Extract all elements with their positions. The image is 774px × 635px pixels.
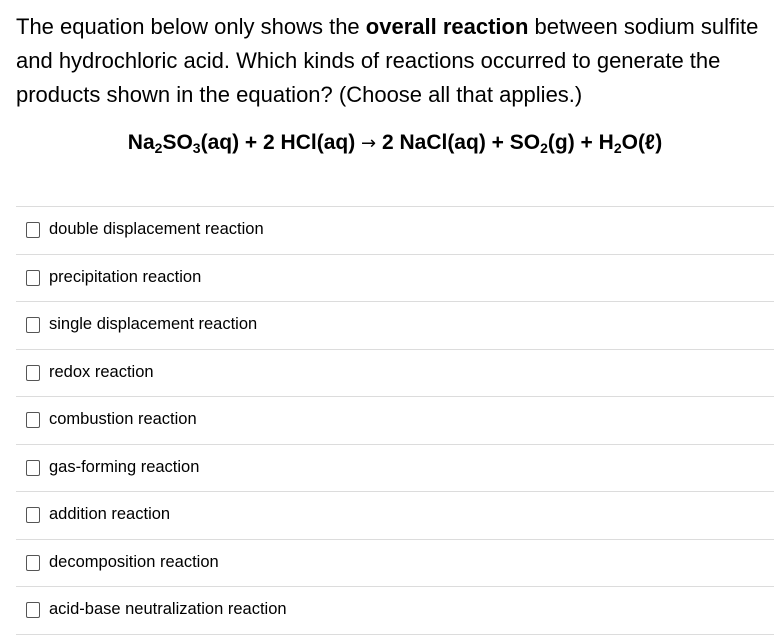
- question-text: [16, 10, 766, 112]
- option-label: combustion reaction: [49, 410, 197, 429]
- equation-part: (g) + H: [547, 131, 614, 154]
- equation-subscript: 2: [613, 140, 622, 156]
- equation-part: SO: [162, 131, 193, 154]
- equation-subscript: 2: [540, 140, 548, 156]
- option-label: decomposition reaction: [49, 552, 219, 571]
- option-double-displacement[interactable]: [16, 207, 774, 255]
- option-acid-base-neutralization[interactable]: [16, 587, 774, 635]
- equation-part: Na: [127, 131, 155, 154]
- option-combustion[interactable]: [16, 397, 774, 445]
- option-addition[interactable]: [16, 492, 774, 540]
- option-label: single displacement reaction: [49, 315, 258, 334]
- checkbox[interactable]: [26, 555, 40, 571]
- checkbox[interactable]: [26, 602, 40, 618]
- checkbox[interactable]: [26, 222, 40, 238]
- option-label: redox reaction: [49, 362, 154, 381]
- equation-part: (aq) + 2 HCl(aq): [200, 131, 362, 154]
- option-decomposition[interactable]: [16, 540, 774, 588]
- checkbox[interactable]: [26, 460, 40, 476]
- checkbox[interactable]: [26, 412, 40, 428]
- option-redox[interactable]: [16, 350, 774, 398]
- checkbox[interactable]: [26, 365, 40, 381]
- checkbox[interactable]: [26, 270, 40, 286]
- option-gas-forming[interactable]: [16, 445, 774, 493]
- option-label: precipitation reaction: [49, 267, 202, 286]
- question-bold-phrase: overall reaction: [365, 14, 529, 39]
- option-precipitation[interactable]: [16, 255, 774, 303]
- option-label: addition reaction: [49, 505, 171, 524]
- checkbox[interactable]: [26, 507, 40, 523]
- option-single-displacement[interactable]: [16, 302, 774, 350]
- answer-options: [16, 206, 774, 635]
- reaction-arrow: →: [361, 133, 377, 154]
- option-label: acid-base neutralization reaction: [49, 600, 287, 619]
- equation-part: O(ℓ): [621, 131, 663, 154]
- question-suffix: between sodium sulfite and hydrochloric acid. Which kinds of reactions occurred to generate the products shown in the equation? (Choose all that applies.): [16, 14, 759, 107]
- option-label: gas-forming reaction: [49, 457, 200, 476]
- checkbox[interactable]: [26, 317, 40, 333]
- equation-part: 2 NaCl(aq) + SO: [376, 131, 541, 154]
- equation-subscript: 2: [154, 140, 163, 156]
- question-prefix: The equation below only shows the: [16, 14, 366, 39]
- chemical-equation: [0, 126, 774, 161]
- option-label: double displacement reaction: [49, 220, 264, 239]
- equation-subscript: 3: [192, 140, 201, 156]
